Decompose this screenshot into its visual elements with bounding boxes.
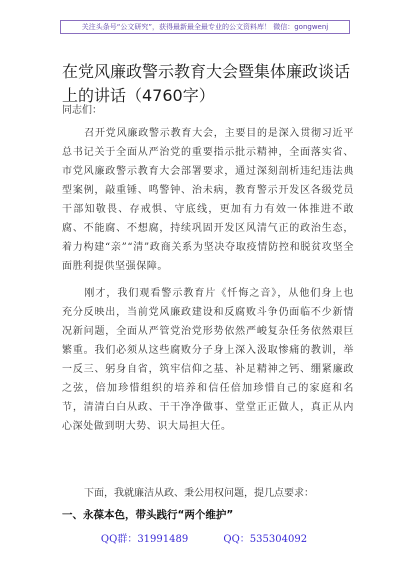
paragraph: [62, 284, 354, 436]
intro-line: 下面，我就廉洁从政、秉公用权问题，提几点要求：: [84, 488, 314, 499]
footer-contact: [0, 530, 408, 545]
paragraph-text: 召开党风廉政警示教育大会，主要目的是深入贯彻习近平总书记关于全面从严治党的重要指示批示精神，全面落实省、市党风廉政警示教育大会部署要求，通过深刻剖析违纪违法典型案例，敲重锤、鸣警钟、治未病，教育警示开发区各级党员干部知敬畏、存戒惧、守底线，更加有力有效一体推进不敢腐、不能腐、不想腐，持续巩固开发区风清气正的政治生态，着力构建“亲”“清”政商关系为坚决夺取疫情防控和脱贫攻坚全面胜利提供坚强保障。: [62, 128, 354, 272]
section-heading: 一、永葆本色，带头践行“两个维护”: [62, 509, 234, 521]
document-title: 在党风廉政警示教育大会暨集体廉政谈话上的讲话（4760字）: [62, 62, 351, 105]
salutation: 同志们：: [62, 105, 102, 116]
paragraph: [62, 124, 354, 276]
header-banner: 关注头条号“公文研究”，获得最新最全最专业的公文资料库！ 微信：gongwenj: [60, 20, 350, 34]
footer-qq: QQ：535304092: [223, 534, 308, 545]
footer-qq-group: QQ群：31991489: [100, 534, 189, 545]
document-body: [62, 124, 354, 444]
paragraph-text: 刚才，我们观看警示教育片《忏悔之音》，从他们身上也充分反映出，当前党风廉政建设和反腐败斗争仍面临不少新情况新问题，全面从严管党治党形势依然严峻复杂任务依然艰巨繁重。我们必须从这些腐败分子身上深入汲取惨痛的教训，举一反三、躬身自省，筑牢信仰之基、补足精神之钙、绷紧廉政之弦，倍加珍惜组织的培养和信任倍加珍惜自己的家庭和名节，清清白白从政、干干净净做事、堂堂正正做人，真正从内心深处做到明大势、识大局担大任。: [62, 288, 354, 432]
